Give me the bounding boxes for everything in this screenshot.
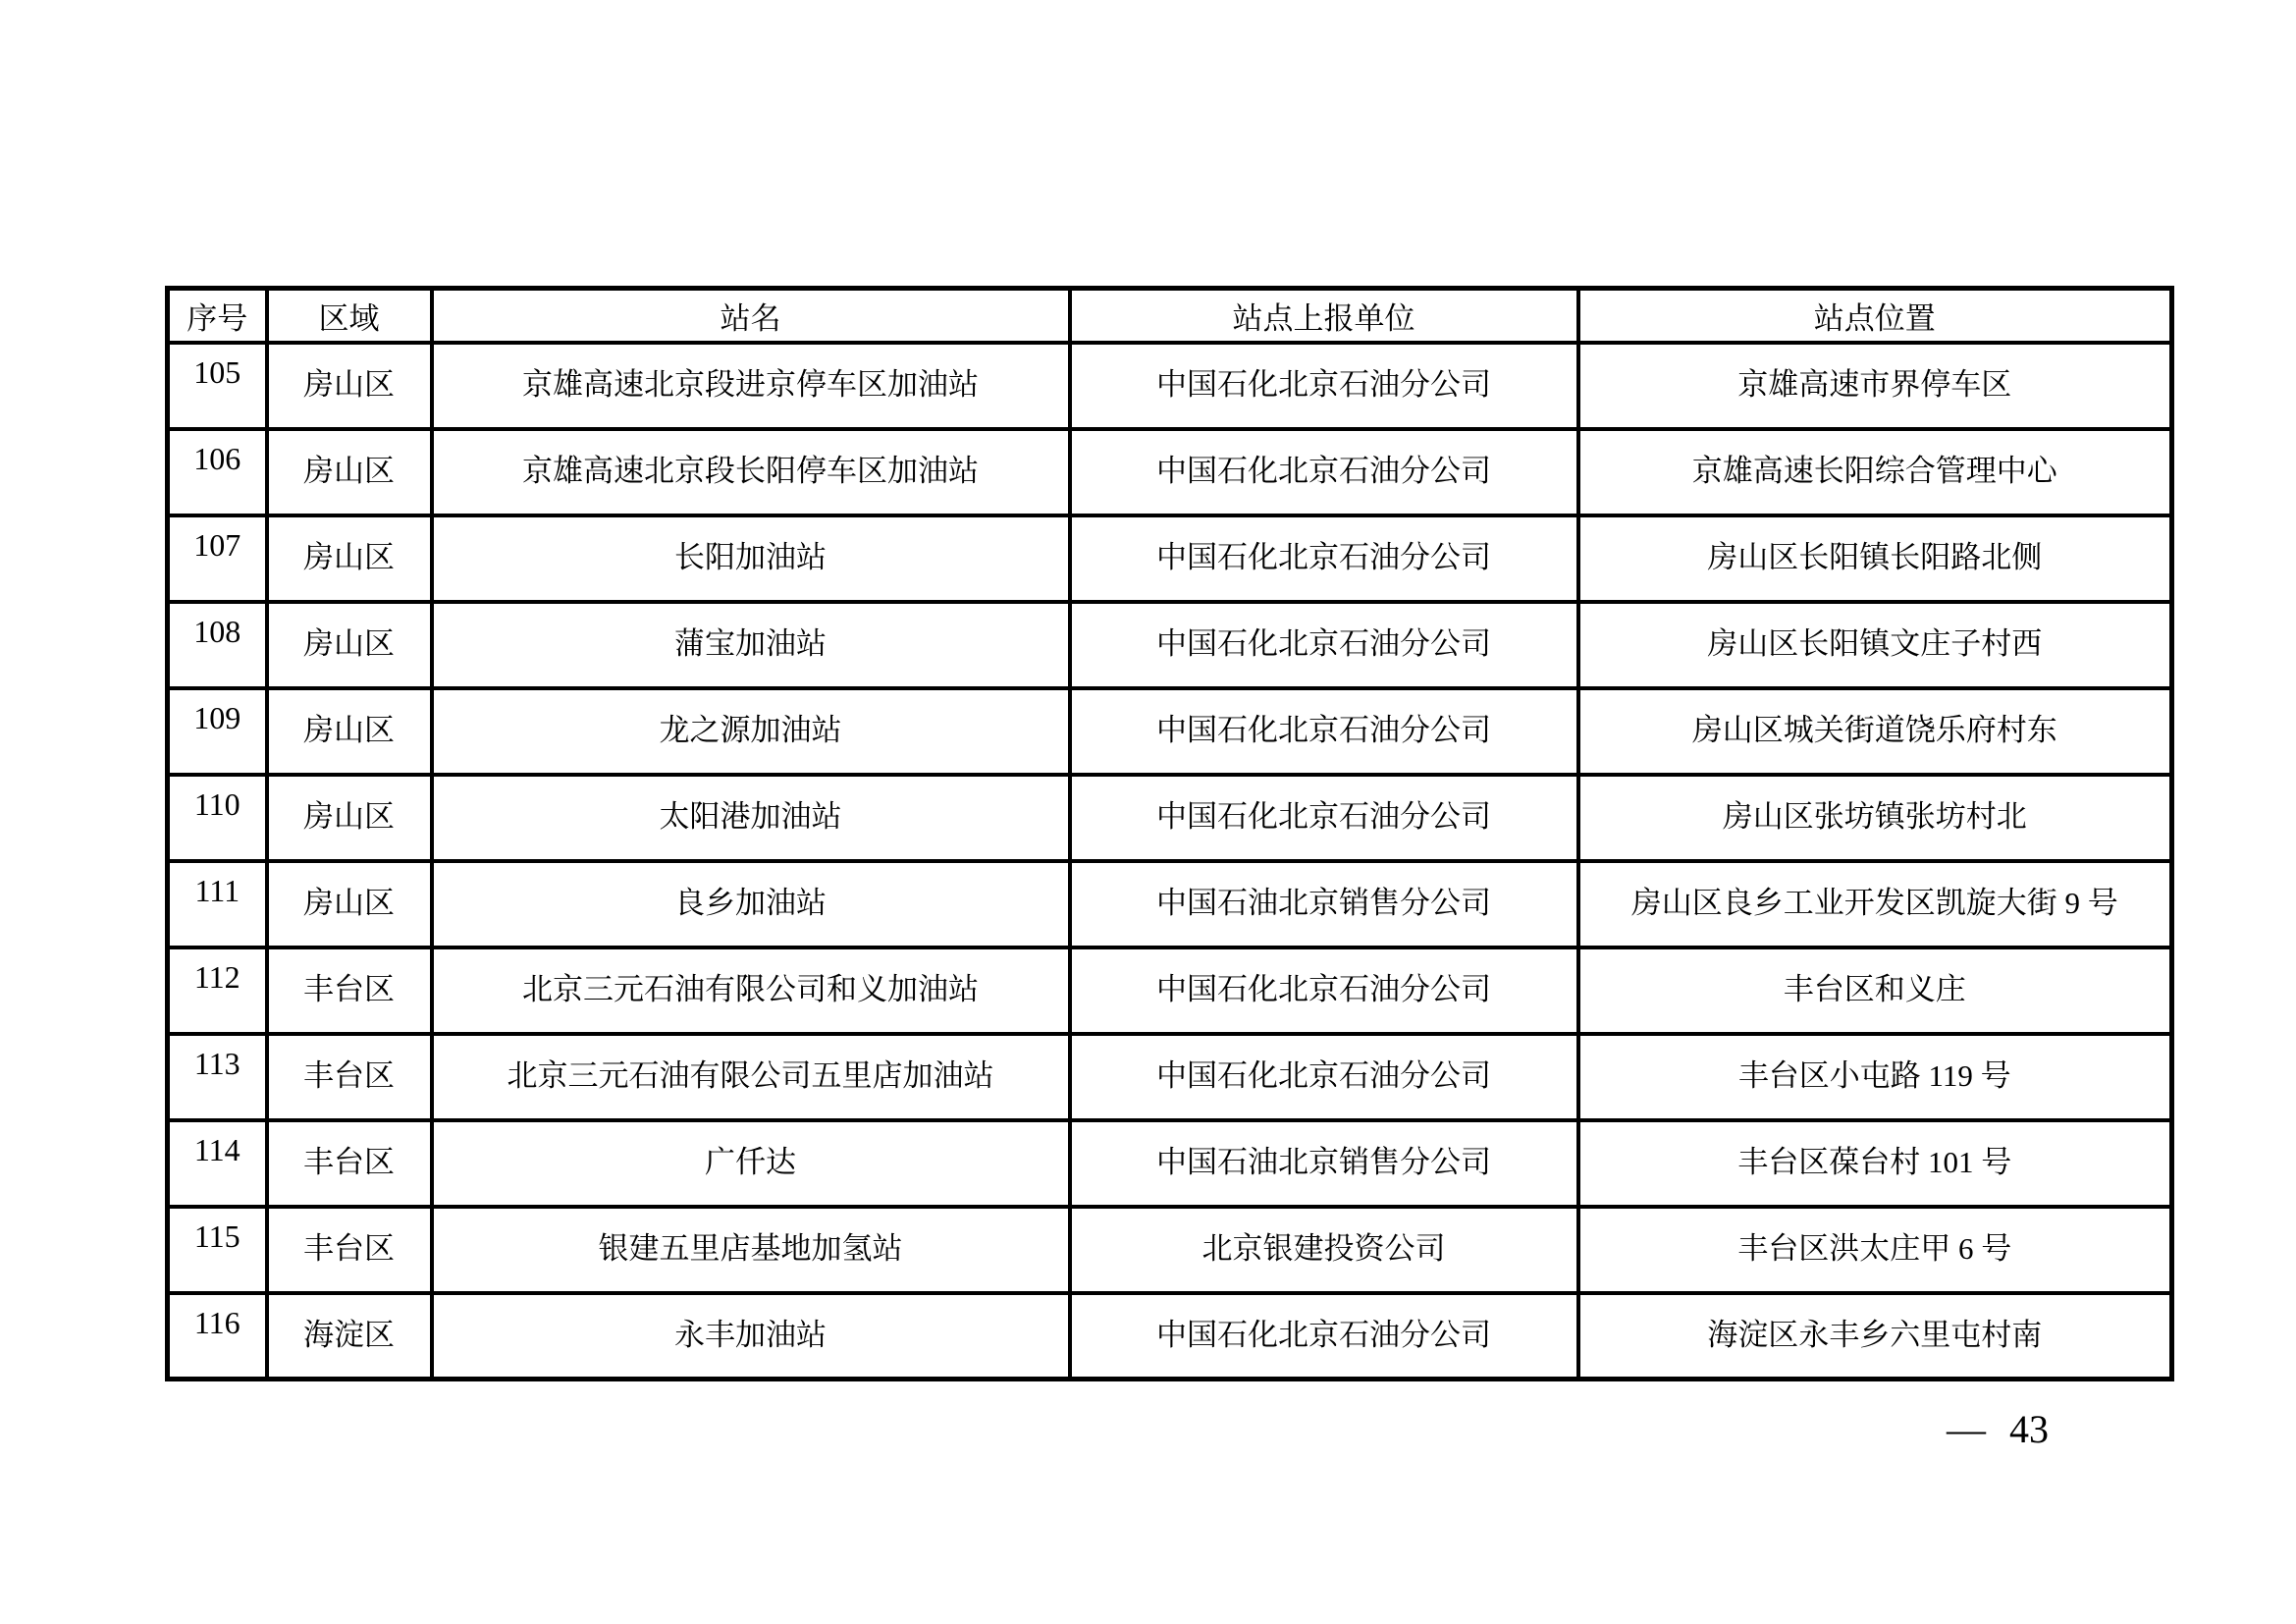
header-serial: 序号: [168, 289, 267, 343]
cell-station-name: 京雄高速北京段长阳停车区加油站: [432, 429, 1070, 515]
cell-serial: 109: [168, 688, 267, 775]
stations-table: [165, 286, 2174, 1381]
cell-station-name: 京雄高速北京段进京停车区加油站: [432, 343, 1070, 429]
table-row: [168, 947, 2172, 1034]
page-number-value: 43: [2009, 1407, 2049, 1451]
cell-location: 丰台区葆台村 101 号: [1578, 1120, 2172, 1207]
cell-unit: 中国石化北京石油分公司: [1070, 688, 1578, 775]
header-location: 站点位置: [1578, 289, 2172, 343]
cell-location: 海淀区永丰乡六里屯村南: [1578, 1293, 2172, 1380]
cell-unit: 中国石化北京石油分公司: [1070, 947, 1578, 1034]
cell-serial: 112: [168, 947, 267, 1034]
table-header-row: [168, 289, 2172, 343]
cell-station-name: 良乡加油站: [432, 861, 1070, 947]
cell-location: 丰台区和义庄: [1578, 947, 2172, 1034]
cell-region: 丰台区: [267, 947, 432, 1034]
cell-station-name: 银建五里店基地加氢站: [432, 1207, 1070, 1293]
header-station-name: 站名: [432, 289, 1070, 343]
table-row: [168, 343, 2172, 429]
cell-serial: 108: [168, 602, 267, 688]
cell-unit: 中国石油北京销售分公司: [1070, 1120, 1578, 1207]
cell-location: 房山区良乡工业开发区凯旋大街 9 号: [1578, 861, 2172, 947]
cell-serial: 115: [168, 1207, 267, 1293]
cell-location: 京雄高速长阳综合管理中心: [1578, 429, 2172, 515]
cell-serial: 114: [168, 1120, 267, 1207]
table-row: [168, 515, 2172, 602]
cell-station-name: 龙之源加油站: [432, 688, 1070, 775]
cell-serial: 116: [168, 1293, 267, 1380]
cell-location: 丰台区小屯路 119 号: [1578, 1034, 2172, 1120]
cell-region: 房山区: [267, 861, 432, 947]
table-row: [168, 429, 2172, 515]
cell-station-name: 太阳港加油站: [432, 775, 1070, 861]
table-row: [168, 1207, 2172, 1293]
table-row: [168, 1293, 2172, 1380]
cell-unit: 中国石化北京石油分公司: [1070, 429, 1578, 515]
cell-region: 丰台区: [267, 1034, 432, 1120]
cell-serial: 111: [168, 861, 267, 947]
cell-region: 丰台区: [267, 1120, 432, 1207]
cell-unit: 中国石化北京石油分公司: [1070, 515, 1578, 602]
cell-station-name: 北京三元石油有限公司五里店加油站: [432, 1034, 1070, 1120]
table-row: [168, 688, 2172, 775]
cell-station-name: 永丰加油站: [432, 1293, 1070, 1380]
cell-station-name: 北京三元石油有限公司和义加油站: [432, 947, 1070, 1034]
cell-unit: 中国石化北京石油分公司: [1070, 1034, 1578, 1120]
cell-unit: 中国石油北京销售分公司: [1070, 861, 1578, 947]
cell-location: 京雄高速市界停车区: [1578, 343, 2172, 429]
header-reporting-unit: 站点上报单位: [1070, 289, 1578, 343]
table-body: [168, 343, 2172, 1380]
cell-location: 房山区长阳镇文庄子村西: [1578, 602, 2172, 688]
cell-serial: 113: [168, 1034, 267, 1120]
cell-location: 房山区张坊镇张坊村北: [1578, 775, 2172, 861]
cell-unit: 北京银建投资公司: [1070, 1207, 1578, 1293]
table-row: [168, 775, 2172, 861]
table-row: [168, 1120, 2172, 1207]
cell-region: 房山区: [267, 429, 432, 515]
cell-location: 房山区长阳镇长阳路北侧: [1578, 515, 2172, 602]
cell-station-name: 广仟达: [432, 1120, 1070, 1207]
header-region: 区域: [267, 289, 432, 343]
cell-region: 房山区: [267, 515, 432, 602]
cell-unit: 中国石化北京石油分公司: [1070, 775, 1578, 861]
cell-serial: 106: [168, 429, 267, 515]
cell-region: 房山区: [267, 343, 432, 429]
cell-unit: 中国石化北京石油分公司: [1070, 343, 1578, 429]
cell-unit: 中国石化北京石油分公司: [1070, 1293, 1578, 1380]
cell-serial: 107: [168, 515, 267, 602]
cell-serial: 105: [168, 343, 267, 429]
cell-region: 房山区: [267, 775, 432, 861]
cell-region: 房山区: [267, 688, 432, 775]
page-number-dash: —: [1947, 1407, 1986, 1451]
cell-region: 房山区: [267, 602, 432, 688]
table-row: [168, 602, 2172, 688]
cell-serial: 110: [168, 775, 267, 861]
cell-location: 房山区城关街道饶乐府村东: [1578, 688, 2172, 775]
table-row: [168, 1034, 2172, 1120]
cell-region: 丰台区: [267, 1207, 432, 1293]
cell-location: 丰台区洪太庄甲 6 号: [1578, 1207, 2172, 1293]
cell-region: 海淀区: [267, 1293, 432, 1380]
cell-station-name: 蒲宝加油站: [432, 602, 1070, 688]
cell-station-name: 长阳加油站: [432, 515, 1070, 602]
cell-unit: 中国石化北京石油分公司: [1070, 602, 1578, 688]
table-row: [168, 861, 2172, 947]
page-number: [1947, 1406, 2049, 1452]
